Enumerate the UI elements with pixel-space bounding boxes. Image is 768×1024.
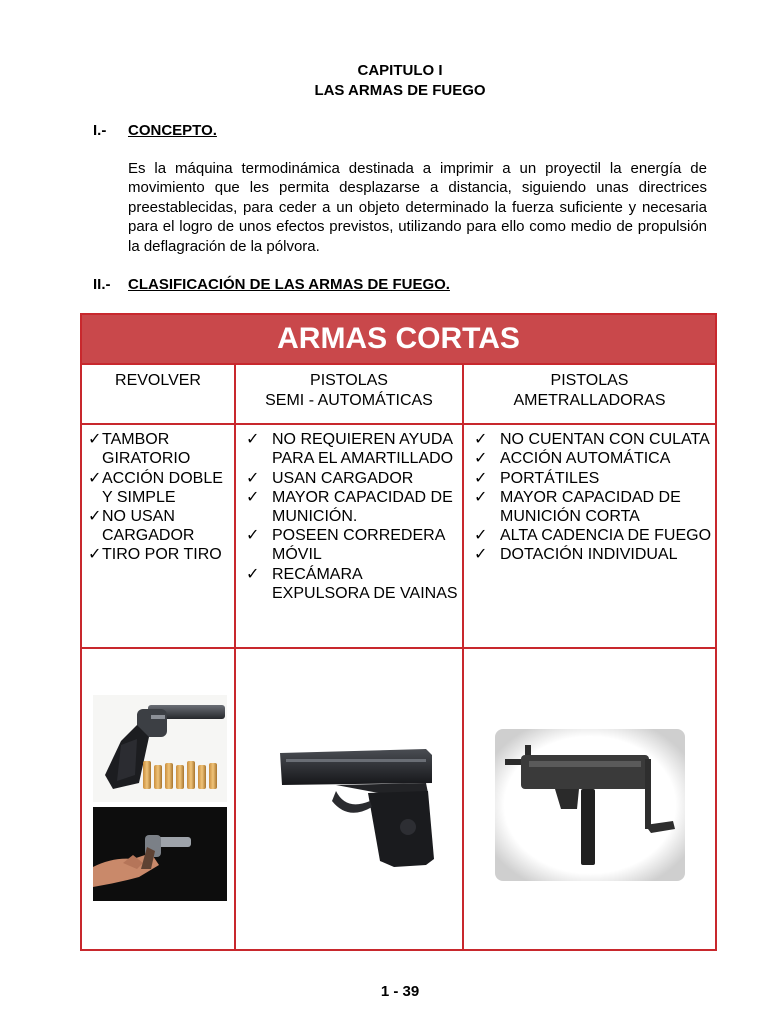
item-text: DOTACIÓN INDIVIDUAL bbox=[500, 546, 678, 564]
concept-paragraph: Es la máquina termodinámica destinada a imprimir a un proyectil la energía de movimiento que les permita desplazarse a distancia, siguiendo unas directrices preestablecidas, para ceder a un objeto determinado la fuerza suficiente y necesaria para el logro de unos efectos previstos, utilizando para ello como medio de propulsión la deflagración de la pólvora. bbox=[128, 160, 707, 255]
list-item bbox=[470, 469, 711, 488]
check-icon: ✓ bbox=[88, 469, 102, 487]
section-label: CONCEPTO. bbox=[128, 122, 217, 139]
submachine-gun-image bbox=[495, 729, 685, 881]
list-item bbox=[88, 545, 230, 564]
list-item bbox=[242, 469, 458, 488]
list-item bbox=[470, 449, 711, 468]
item-text: PORTÁTILES bbox=[500, 469, 600, 487]
item-text: NO USAN CARGADOR bbox=[102, 507, 195, 545]
ametralladora-image-cell bbox=[463, 648, 716, 950]
section-label: CLASIFICACIÓN DE LAS ARMAS DE FUEGO. bbox=[128, 276, 450, 293]
column-heading-pistolas-semi bbox=[235, 364, 463, 424]
item-text: ACCIÓN DOBLE Y SIMPLE bbox=[102, 469, 223, 506]
list-item bbox=[470, 430, 711, 449]
heading-line: SEMI - AUTOMÁTICAS bbox=[265, 391, 433, 409]
section-clasificacion-heading bbox=[93, 276, 450, 293]
table-title: ARMAS CORTAS bbox=[81, 314, 716, 364]
check-icon: ✓ bbox=[474, 469, 488, 487]
check-icon: ✓ bbox=[474, 488, 488, 506]
revolver-in-hand-image bbox=[93, 807, 227, 901]
check-icon: ✓ bbox=[474, 450, 488, 468]
item-text: TAMBOR GIRATORIO bbox=[102, 431, 191, 468]
column-heading-revolver bbox=[81, 364, 235, 424]
item-text: TIRO POR TIRO bbox=[102, 546, 222, 564]
check-icon: ✓ bbox=[88, 546, 102, 564]
list-item bbox=[242, 430, 458, 468]
item-text: USAN CARGADOR bbox=[272, 469, 414, 487]
list-item bbox=[88, 507, 230, 545]
check-icon: ✓ bbox=[246, 565, 260, 583]
check-icon: ✓ bbox=[246, 488, 260, 506]
heading-line: REVOLVER bbox=[115, 372, 201, 390]
chapter-title: LAS ARMAS DE FUEGO bbox=[314, 82, 486, 99]
check-icon: ✓ bbox=[246, 469, 260, 487]
list-item bbox=[242, 565, 458, 603]
check-icon: ✓ bbox=[474, 527, 488, 545]
page-number: 1 - 39 bbox=[380, 983, 420, 1000]
item-text: ACCIÓN AUTOMÁTICA bbox=[500, 450, 671, 468]
item-text: MAYOR CAPACIDAD DE MUNICIÓN CORTA bbox=[500, 488, 681, 525]
item-text: NO REQUIEREN AYUDA PARA EL AMARTILLADO bbox=[272, 431, 454, 468]
heading-line: PISTOLAS bbox=[310, 372, 388, 390]
list-item bbox=[88, 430, 230, 468]
list-item bbox=[470, 545, 711, 564]
section-number: I.- bbox=[93, 122, 107, 139]
list-item bbox=[242, 488, 458, 526]
check-icon: ✓ bbox=[474, 546, 488, 564]
column-heading-pistolas-ametralladoras bbox=[463, 364, 716, 424]
check-icon: ✓ bbox=[246, 431, 260, 449]
classification-table bbox=[80, 313, 717, 951]
features-pistolas-ametralladoras bbox=[463, 424, 716, 647]
item-text: POSEEN CORREDERA MÓVIL bbox=[272, 527, 445, 564]
item-text: NO CUENTAN CON CULATA bbox=[500, 431, 710, 449]
check-icon: ✓ bbox=[474, 431, 488, 449]
revolver-images-cell bbox=[81, 648, 235, 950]
check-icon: ✓ bbox=[88, 507, 102, 525]
pistola-image-cell bbox=[235, 648, 463, 950]
list-item bbox=[470, 526, 711, 545]
features-pistolas-semi bbox=[235, 424, 463, 647]
chapter-label: CAPITULO I bbox=[357, 62, 443, 79]
check-icon: ✓ bbox=[246, 527, 260, 545]
list-item bbox=[88, 469, 230, 507]
semi-automatic-pistol-image bbox=[276, 741, 438, 869]
item-text: RECÁMARA EXPULSORA DE VAINAS bbox=[272, 565, 458, 602]
item-text: MAYOR CAPACIDAD DE MUNICIÓN. bbox=[272, 488, 453, 525]
list-item bbox=[470, 488, 711, 526]
list-item bbox=[242, 526, 458, 564]
revolver-with-ammo-image bbox=[93, 695, 227, 802]
section-number: II.- bbox=[93, 276, 111, 293]
heading-line: AMETRALLADORAS bbox=[513, 391, 666, 409]
heading-line: PISTOLAS bbox=[550, 372, 629, 390]
item-text: ALTA CADENCIA DE FUEGO bbox=[500, 527, 712, 545]
section-concepto-heading bbox=[93, 122, 217, 139]
features-revolver bbox=[81, 424, 235, 647]
check-icon: ✓ bbox=[88, 431, 102, 449]
